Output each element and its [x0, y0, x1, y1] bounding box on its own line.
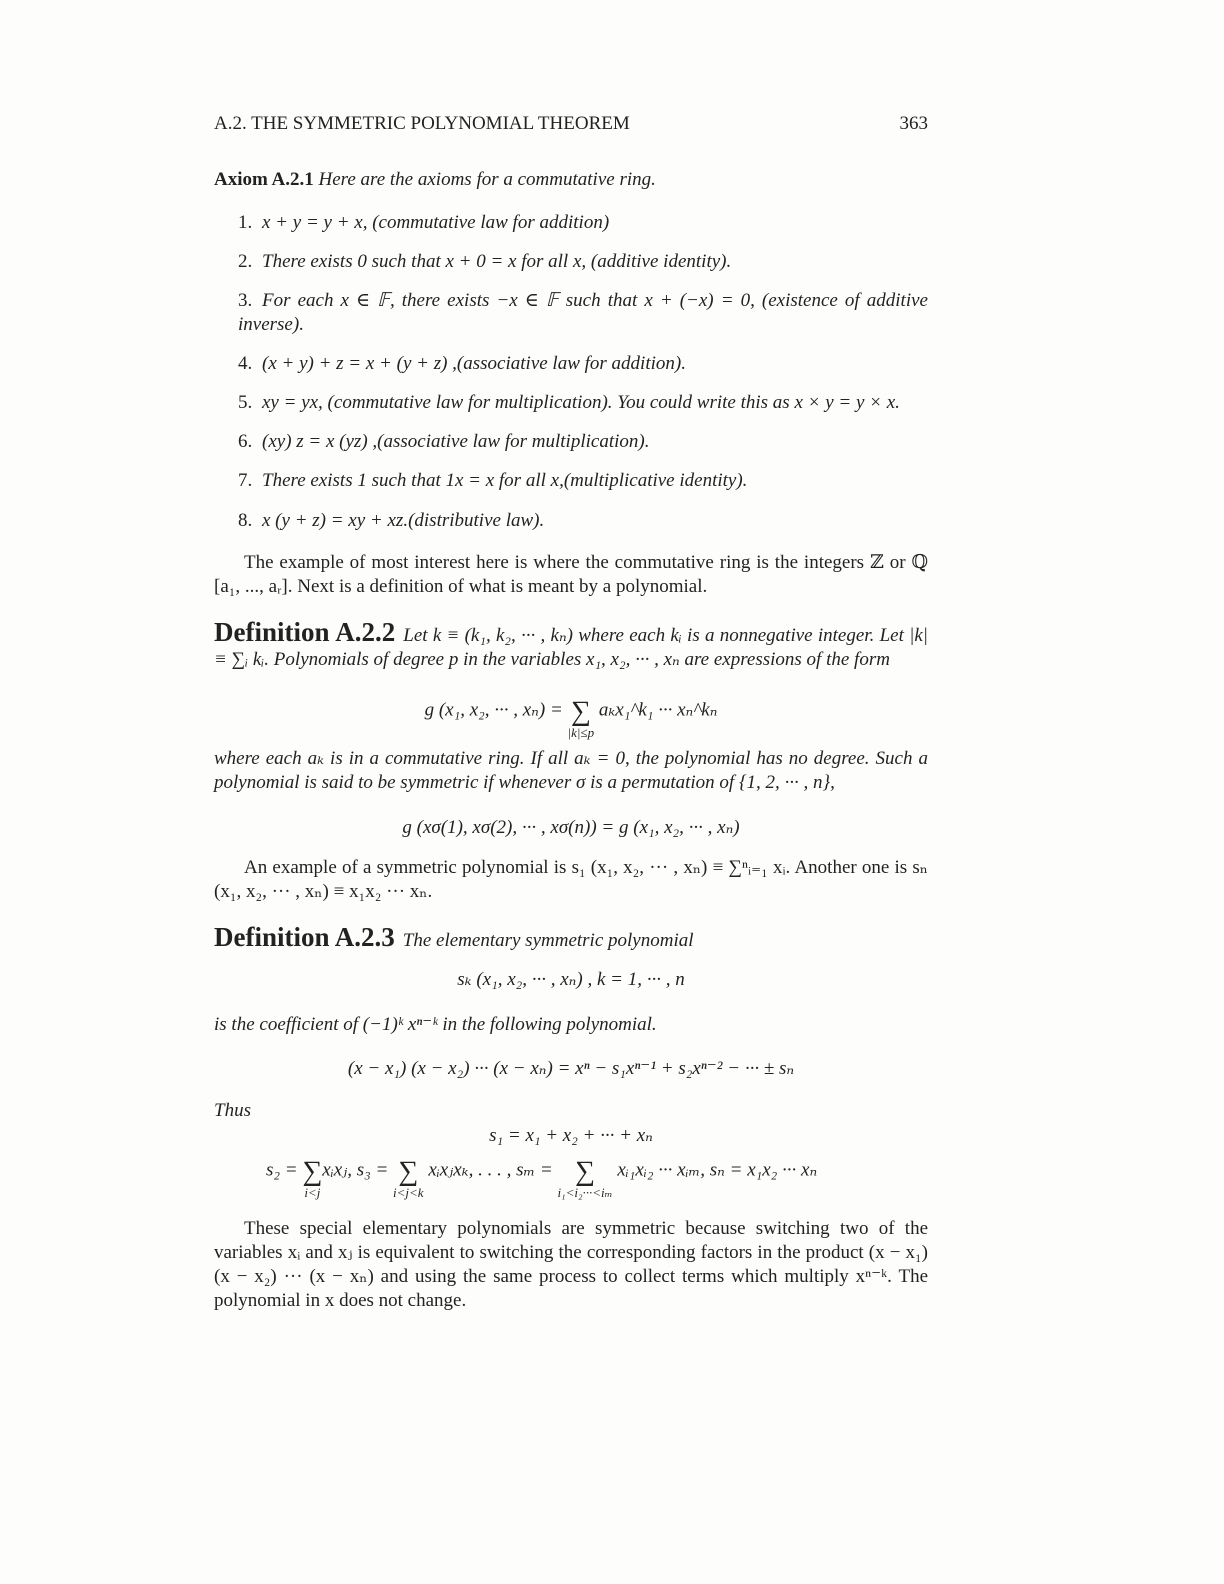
axiom-item-number: 3. — [238, 290, 253, 311]
sum-limit: i<j<k — [393, 1185, 424, 1200]
header-title: A.2. THE SYMMETRIC POLYNOMIAL THEOREM — [214, 113, 630, 134]
definition-text: The elementary symmetric polynomial — [402, 930, 694, 951]
axiom-item — [238, 469, 928, 493]
axiom-item-text: For each x ∈ 𝔽, there exists −x ∈ 𝔽 such that x + (−x) = 0, (existence of additive inverse). — [238, 290, 928, 335]
paragraph-elementary-symmetric: These special elementary polynomials are symmetric because switching two of the variables xᵢ and xⱼ is equivalent to switching the corresponding factors in the product (x − x₁) (x − x₂) ··· (x − xₙ) and using the same process to collect terms which multiply xⁿ⁻ᵏ. The polynomial in x does not change. — [214, 1218, 928, 1311]
axiom-item-text: There exists 1 such that 1x = x for all x,(multiplicative identity). — [262, 470, 748, 491]
equation-lhs: g (x₁, x₂, ··· , xₙ) = — [424, 699, 563, 721]
summation — [393, 1158, 424, 1200]
definition-a-2-2 — [214, 617, 928, 672]
axiom-item — [238, 250, 928, 274]
equation-s1: s₁ = x₁ + x₂ + ··· + xₙ — [489, 1125, 653, 1146]
definition-symmetric-text: where each aₖ is in a commutative ring. If all aₖ = 0, the polynomial has no degree. Such a polynomial is said to be symmetric if whenever σ is a permutation of {1, 2, ··· , n}, — [214, 748, 928, 793]
sum-limit: i₁<i₂···<iₘ — [557, 1185, 613, 1200]
equation-product-expansion: (x − x₁) (x − x₂) ··· (x − xₙ) = xⁿ − s₁xⁿ⁻¹ + s₂xⁿ⁻² − ··· ± sₙ — [347, 1058, 795, 1079]
equation-s2-term: xᵢxⱼ, s₃ = — [322, 1159, 389, 1181]
axiom-item-number: 8. — [238, 510, 253, 531]
axiom-item-number: 6. — [238, 431, 253, 452]
axiom-item-text: (x + y) + z = x + (y + z) ,(associative law for addition). — [262, 353, 686, 374]
equation-elementary: sₖ (x₁, x₂, ··· , xₙ) , k = 1, ··· , n — [457, 969, 685, 990]
equation-s2-lhs: s₂ = — [266, 1159, 298, 1181]
equation-s3-term: xᵢxⱼxₖ, . . . , sₘ = — [428, 1159, 553, 1181]
running-header — [214, 113, 928, 135]
definition-a-2-3 — [214, 922, 928, 953]
sum-symbol: ∑ — [570, 696, 591, 727]
summation — [557, 1158, 612, 1200]
sum-symbol: ∑ — [575, 1156, 595, 1187]
axiom-item-number: 1. — [238, 212, 253, 233]
axiom-item — [238, 509, 928, 533]
sum-symbol: ∑ — [302, 1156, 323, 1187]
equation-sm — [266, 1150, 818, 1200]
sum-limit: i<j — [304, 1185, 321, 1200]
definition-label: Definition A.2.3 — [214, 922, 395, 952]
equation-symmetric: g (xσ(1), xσ(2), ··· , xσ(n)) = g (x₁, x₂, ··· , xₙ) — [402, 817, 740, 838]
book-page — [214, 0, 928, 1584]
summation — [302, 1158, 322, 1200]
axiom-item — [238, 289, 928, 337]
thus-label: Thus — [214, 1100, 251, 1121]
page-number: 363 — [899, 113, 928, 134]
axiom-item-text: xy = yx, (commutative law for multiplication). You could write this as x × y = y × x. — [262, 392, 900, 413]
axiom-item-number: 7. — [238, 470, 253, 491]
sum-symbol: ∑ — [398, 1156, 419, 1187]
axiom-item — [238, 352, 928, 376]
definition-label: Definition A.2.2 — [214, 617, 396, 647]
axiom-item-number: 2. — [238, 251, 253, 272]
axiom-item-number: 4. — [238, 353, 253, 374]
definition-coefficient-text: is the coefficient of (−1)ᵏ xⁿ⁻ᵏ in the following polynomial. — [214, 1014, 657, 1035]
summation — [568, 698, 595, 740]
axiom-item — [238, 211, 928, 235]
equation-sm-term: xᵢ₁xᵢ₂ ··· xᵢₘ, sₙ = x₁x₂ ··· xₙ — [617, 1159, 818, 1181]
axiom-item-text: x + y = y + x, (commutative law for addition) — [262, 212, 610, 233]
equation-rhs: aₖx₁^k₁ ··· xₙ^kₙ — [598, 699, 718, 721]
axiom-label: Axiom A.2.1 — [214, 169, 314, 190]
paragraph-commutative-ring: The example of most interest here is where the commutative ring is the integers ℤ or ℚ [a₁, ..., aᵣ]. Next is a definition of what is meant by a polynomial. — [214, 552, 928, 597]
definition-text: Let k ≡ (k₁, k₂, ··· , kₙ) where each kᵢ is a nonnegative integer. Let |k| ≡ ∑ᵢ kᵢ. Polynomials of degree p in the variables x₁, x₂, ··· , xₙ are expressions of the form — [214, 625, 928, 670]
axiom-text: Here are the axioms for a commutative ring. — [318, 169, 656, 190]
equation-polynomial-form — [214, 690, 928, 740]
axiom-statement — [214, 168, 928, 192]
sum-limit: |k|≤p — [567, 725, 595, 740]
axiom-item — [238, 391, 928, 415]
paragraph-symmetric-example: An example of a symmetric polynomial is s₁ (x₁, x₂, ··· , xₙ) ≡ ∑ⁿᵢ₌₁ xᵢ. Another one is sₙ (x₁, x₂, ··· , xₙ) ≡ x₁x₂ ··· xₙ. — [214, 857, 928, 902]
axiom-item — [238, 430, 928, 454]
axiom-item-text: (xy) z = x (yz) ,(associative law for multiplication). — [262, 431, 650, 452]
axiom-item-text: x (y + z) = xy + xz.(distributive law). — [262, 510, 545, 531]
axiom-item-number: 5. — [238, 392, 253, 413]
axiom-item-text: There exists 0 such that x + 0 = x for all x, (additive identity). — [262, 251, 732, 272]
